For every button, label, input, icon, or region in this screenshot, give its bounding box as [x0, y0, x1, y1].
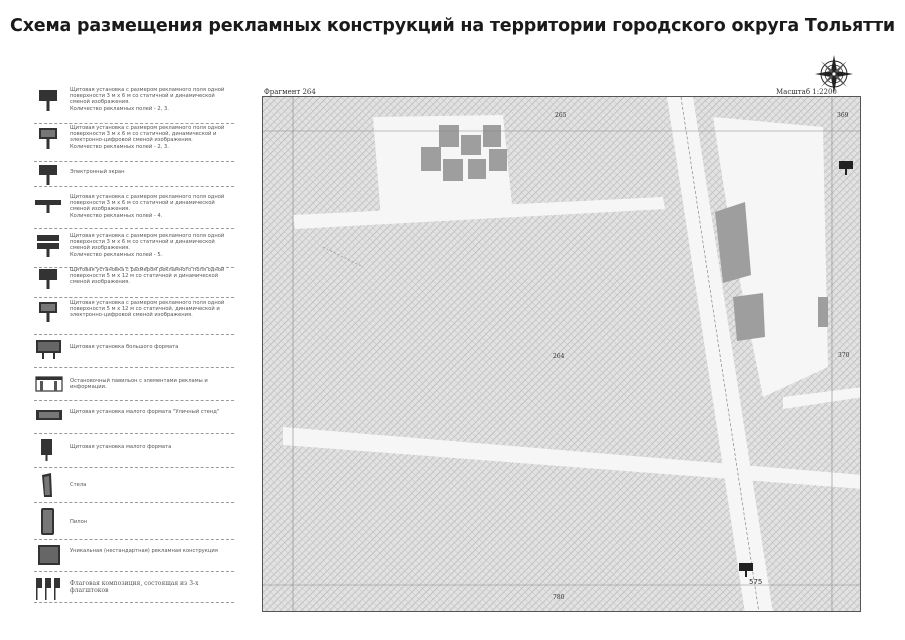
unique-construction-icon	[34, 543, 64, 565]
legend-item	[34, 87, 234, 124]
street-stand-icon	[34, 405, 64, 427]
fragment-number-center: 264	[553, 353, 565, 360]
billboard-5x12-digital-icon	[34, 300, 64, 322]
legend-item-label: Щитовая установка с размером рекламного поля одной поверхности 5 м х 12 м со статичной, динамической и электронно-цифровой сменой изображения.	[70, 300, 225, 319]
fragment-number-bottom: 780	[553, 594, 565, 601]
legend-item	[34, 543, 234, 572]
legend-item	[34, 267, 234, 298]
billboard-4-fields-icon	[34, 194, 64, 216]
legend-item	[34, 373, 234, 401]
legend-item-label: Уникальная (нестандартная) рекламная конструкция	[70, 548, 218, 554]
legend-item	[34, 337, 234, 368]
fragment-number-top: 265	[555, 112, 567, 119]
bus-stop-pavilion-icon	[34, 373, 64, 395]
fragment-label: Фрагмент 264	[264, 88, 316, 96]
small-billboard-icon	[34, 437, 64, 459]
billboard-3x6-icon	[34, 87, 64, 109]
legend-item	[34, 507, 234, 540]
map-fragment[interactable]	[262, 96, 861, 612]
legend-item-label: Щитовая установка большого формата	[70, 344, 179, 350]
billboard-5-fields-icon	[34, 233, 64, 255]
legend-item	[34, 576, 234, 603]
legend-item	[34, 125, 234, 162]
legend-item-label: Стела	[70, 482, 87, 488]
pylon-icon	[34, 507, 64, 529]
legend-item	[34, 233, 234, 268]
billboard-3x6-digital-icon	[34, 125, 64, 147]
flag-composition-icon	[34, 576, 64, 598]
fragment-number-top-right: 369	[837, 112, 849, 119]
legend-item-label: Щитовая установка малого формата "Уличный стенд"	[70, 409, 220, 415]
fragment-number-right: 370	[838, 352, 850, 359]
legend-item-label: Щитовая установка с размером рекламного поля одной поверхности 3 м х 6 м со статичной и динамической сменой изображения. Количество рекламных полей - 5.	[70, 233, 225, 258]
billboard-5x12-icon	[34, 267, 64, 289]
page-title: Схема размещения рекламных конструкций на территории городского округа Тольятти	[10, 16, 895, 36]
legend-item-label: Щитовая установка с размером рекламного поля одной поверхности 3 м х 6 м со статичной, динамической и электронно-цифровой сменой изображения. Количество рекламных полей - 2, 3.	[70, 125, 225, 150]
marker-label: 575	[749, 578, 763, 586]
electronic-screen-icon	[34, 164, 64, 186]
stele-icon	[34, 472, 64, 494]
large-format-billboard-icon	[34, 337, 64, 359]
legend-item	[34, 164, 234, 187]
legend-item	[34, 194, 234, 229]
legend-item-label: Флаговая композиция, состоящая из 3-х флагштоков	[70, 580, 199, 594]
legend-item-label: Щитовая установка с размером рекламного поля одной поверхности 3 м х 6 м со статичной и динамической сменой изображения. Количество рекламных полей - 4.	[70, 194, 225, 219]
legend-item-label: Электронный экран	[70, 169, 125, 175]
legend-item-label: Остановочный павильон с элементами рекламы и информации.	[70, 378, 208, 391]
scale-label: Масштаб 1:2200	[776, 88, 837, 96]
legend-item	[34, 437, 234, 468]
legend-item	[34, 405, 234, 434]
legend-item-label: Пилон	[70, 519, 88, 525]
legend-item-label: Щитовая установка с размером рекламного поля одной поверхности 5 м х 12 м со статичной и динамической сменой изображения.	[70, 267, 225, 286]
legend-item	[34, 472, 234, 503]
legend-item-label: Щитовая установка с размером рекламного поля одной поверхности 3 м х 6 м со статичной и динамической сменой изображения. Количество рекламных полей - 2, 3.	[70, 87, 225, 112]
legend-item	[34, 300, 234, 335]
legend-item-label: Щитовая установка малого формата	[70, 444, 172, 450]
